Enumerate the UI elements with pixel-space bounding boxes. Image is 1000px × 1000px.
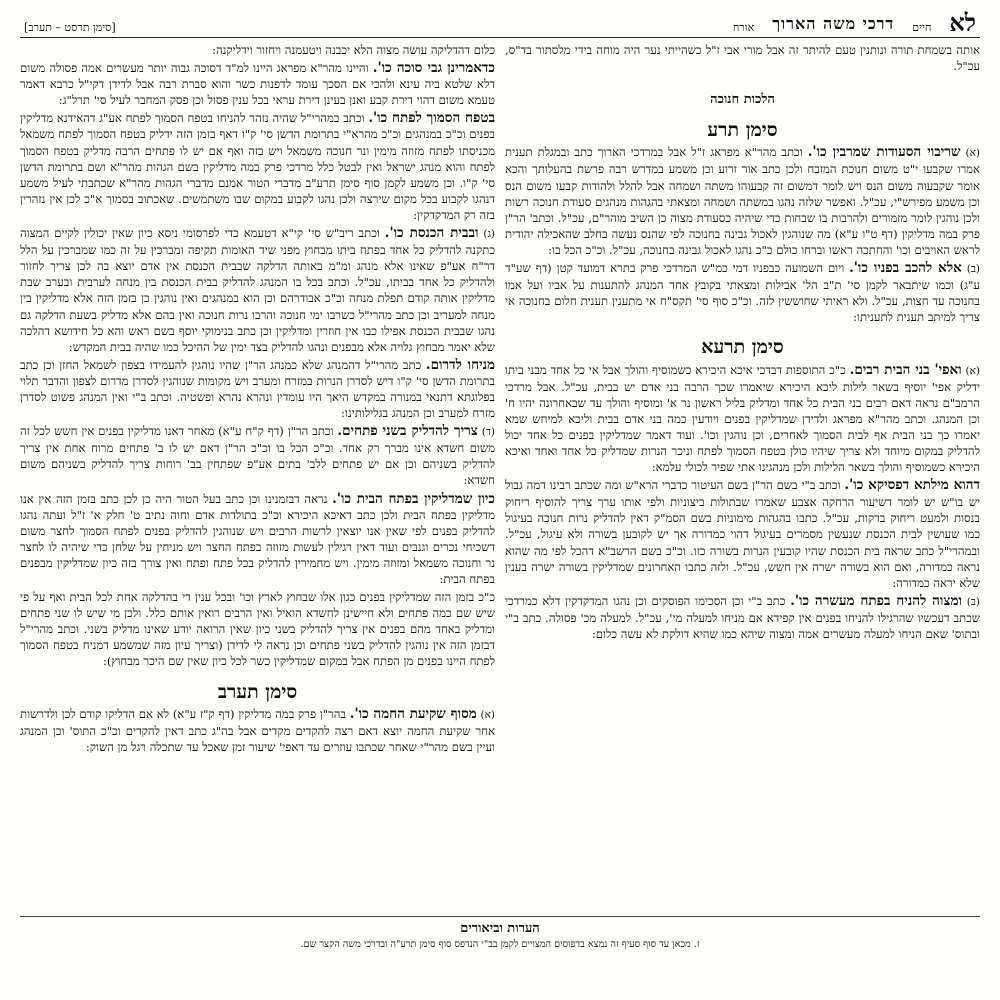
column-gap [495, 42, 505, 908]
paragraph-mark: (א) [965, 364, 980, 377]
paragraph-text: ויום השמועה כבפניו דמי כמ"ש המרדכי פרק בתרא דמועד קטן (דף שע"ד ע"ג) וכמו שיתבאר לקמן סי' ת"ב הל' אבילות ומצאתי בקובץ אחד המנהג להתענות על אביו ועל אמו בחנוכה עד חצות, עכ"ל. ולא ראיתי שחוששין לזה. וכ"כ סוף סי' תקס"ח אי מתענין תענית חלום בחנוכה אי צריך למיתב תענית לתעניתו: [505, 261, 980, 325]
paragraph [20, 491, 495, 588]
paragraph [505, 593, 980, 642]
paragraph-mark: (ב) [966, 263, 980, 276]
lemma: מסוף שקיעת החמה כו'. [349, 705, 477, 722]
footnotes-section [20, 916, 980, 950]
document-page [20, 8, 980, 988]
paragraph-text: כ"כ התוספות דבדכי איכא היכירא כשמוסיף והולך אבל אי כל אחד מבני ביתו ידליק אפי' יוסיף בשאר לילות ליכא היכירא שיאמרו שכך הרבה בני אדם יש בבית, עכ"ל. אבל מרדכי הרמב"ם נראה דאם רבים בני הבית כל אחד ומדליק בליל ראשון נר א' ומוסיף והולך עד שבאחרונה יהיו ח' וכן המנהג. וכתב מהר"א מפראג ולדידן שמדליקין בפנים ויודעין כמה בני אדם בבית וליכא למיחש שמא יאמרו כך בני הבית אף לבית הסמוך לאחרים, וכן נוהגין וכו'. ועוד דאמר שמדליקין בפנים כל אחד יכול להדליק במקום מיוחד ולא צריך שיהיו כולן בטפח הסמוך לפתח וניכר הנרות שמדליק כל אחד ואחד ואיכא היכירא כשמוסיף והולך בשאר הלילות ולכן מנהגינו אתי שפיר לכולי עלמא: [505, 362, 980, 475]
paragraph-text: וכתב הר"ן (דף ק"ח ע"א) מאחר דאנו מדליקין בפנים אין חשש לכל זה משום חשדא אינו מברך רק אחד. וכ"כ הכל בו וכ"כ הר"ן דאם יש לו ב' פתחים מרוח אחת אין צריך להדליק בשניהם וכן אם יש פתחים ללב' בתים אע"פ שפתחין בב' רוחות צריך להדליק בשניהם משום חשדא: [20, 424, 495, 488]
paragraph-text: כ"כ בזמן הזה שמדליקין בפנים כגון אלו שבחוץ לארץ וכו' ובכל ענין די בהדלקה אחת לכל הבית ואף על פי שיש שם כמה פתחים ולא חיישינן לחשדא הואיל ואין הרבים רואין אותם כלל. ולכן מי שיש לו שני פתחים ומדליק באחד מהם בפנים אין צריך להדליק בשני כיון שאין הרואה יודע שאינו מדליק בשני. וכתב מהרי"ל דבזמן הזה אין נוהגין להדליק בשני פתחים וכן נראה לי לדידן (וצריך עיון מזה שמשמע דמניח בטפח הסמוך לפתח היינו בפנים מן הפתח אבל במקום שמדליקין כשר לכל כיון שאין שם היכר מבחוץ): [20, 590, 495, 669]
header-label-orach: אורח [732, 21, 755, 34]
lemma: מניחו לדרום. [425, 356, 495, 373]
paragraph-mark: (א) [480, 708, 495, 721]
paragraph [20, 60, 495, 108]
footnote-text: ז. מכאן עד סוף סעיף זה נמצא בדפוסים המצויים לקמן בב"י הנדפס סוף סימן תרע"ה ובדרכי משה הקצר שם. [300, 939, 700, 950]
paragraph-text: וכתב ריב"ש סי' קי"א דטעמא כדי לפרסומי ניסא כיון שאין יכולין לקיים המצוה כתקנה להדליק כל אחד בפתח ביתו מבחוץ מפני שיד האומות תקיפה ומברכין על זה כמו שמברכין על הלל דר"ח אע"פ שאינו אלא מנהג ומ"מ באותה הדלקה שבבית הכנסת אין אדם יוצא בה לכן צריך לחזור ולהדליק כל אחד בביתו, עכ"ל. וכתב בכל בו המנהג להדליק בבית הכנסת בין מנחה לערבית ובערב שבת מדליקין אותה קודם תפלת מנחה וכ"כ אבודרהם וכן הוא במנהגים ואין נוהגין כן בזמן הזה אלא מדליקין בין מנחה למעריב וכן כתב מהרי"ל כשרבו ימי חנוכה והרבו נרות חנוכה ואין בהם אלא מדליק בשעת הדלקה גם נהגו שבבית הכנסת אפילו כבו אין חוזרין ומדליקין וכן כתב בנימוקי יוסף בשם ראש והא כל חידושא דהלכה שלא יאמר מבחוץ גלויה אלא מבפנים ונהגו להדליק בצד ימין של ההיכל כמו שהיה בבית המקדש: [20, 226, 495, 354]
siman-heading: סימן תערב [217, 680, 298, 703]
lemma: בטפח הסמוך לפתח כו'. [368, 110, 495, 127]
paragraph-text: והיינו מהר"א מפראג היינו למ"ד דסוכה גבוה יותר מעשרים אמה פסולה משום דלא שלטא ביה עינא ולהכי אם הסכך עומד לדפנות כשר והוא סברת רבה אבל לדידן דקי"ל כרבא דאמר טעמא משום דהוי דירת קבע ואנן בעינן דירת עראי בכל ענין פסול וכן פסק המחבר לעיל סי' תרל"ג: [20, 61, 495, 108]
paragraph-text: נראה דבזמנינו וכן כתב בעל הטור היה כן לכן כתב בזמן הזה אין אנו מדליקין בפתח הבית ולכן כתב דאיכא היכירא וכ"כ בתולדות אדם וחוה נתיב ט' חלק א' ז"ל ועתה נהגו להדליק בפנים לפי שאין אנו יוצאין לרשות הרבים ויש שנוהגין להדליק בפנים לפתח הסמוך לחצר משום דשכיחי נכרים וגנבים ועוד דאין רגילין לעשות מזוזה בפתח החצר ויש מניחין על שלחן כדי שיהיה לו לחצר נר וחנוכה משמאל ומזוזה מימין. ויש מחמירין להדליק בכל פתח ופתח ואין צורך בזה כיון שמדליקין מבפנים בפתח הבית: [20, 491, 495, 586]
paragraph-mark: (ד) [481, 426, 495, 439]
lemma: ומצוה להניח בפתח מעשרה כו'. [790, 592, 962, 609]
paragraph-text: כתב מהרי"ל דהמנהג שלא כמנהג הר"ן שהיו נוהגין להעמידו בצפון לשמאל החזן וכן כתב בתרומת הדשן סי' ק"ו דיש לסדרן הנרות במזרח ומערב ויש מקומות שנוהגין לסדרן מדרום לצפון והדבר תלוי בפלוגתא דתנאי במנורה במקדש היאך היו עומדין ונהרא נהרא ופשטיה. וכתב ב"י ואין המנהג פשוט לסדרן מזרח למערב וכן המנהג בגלילותינו: [20, 357, 495, 421]
header-book-title: דרכי משה הארוך [772, 14, 895, 33]
paragraph-mark: (ב) [966, 595, 980, 608]
paragraph-text: כתב ב"י וכן הסכימו הפוסקים וכן נהגו המדקדקין דלא כמרדכי שכתב דעכשיו שהרגילו להניחו בפנים אין קפידא אם מניחו למעלה מי', עכ"ל. למעלה מכ' פסולה. כתב ב"י ובתוס' שאם הניחו למעלה מעשרים אמה ומצוה שיהא כמו שהיא דולקת לא עשה כלום: [505, 593, 980, 641]
paragraph [505, 362, 980, 476]
paragraph [20, 589, 495, 669]
lemma: ואפי' בני הבית רבים. [849, 361, 962, 378]
lemma: שריבוי הסעודות שמרבין כו'. [807, 144, 961, 161]
paragraph-text: בהר"ן פרק במה מדליקין (דף ק"ז ע"א) לא אם הדליקו קודם לכן ולדרשות אחר שקיעת החמה יוצא דאם רצה להקדים מקדים אבל בה"ג כתב דאין להקדים וכ"כ התוס' וכן המנהג ועיין בשם מהר"י שאחר שכתבו עוזרים עד דאפי' שיעור זמן שאכל עד שתכלה רגל מן השוק: [20, 706, 495, 754]
paragraph [20, 110, 495, 223]
paragraph-mark: (א) [965, 147, 980, 160]
lemma: דהוא מילתא דפסיקא כו'. [844, 477, 980, 494]
right-column [505, 42, 980, 908]
header-right-group [732, 8, 976, 37]
paragraph [505, 477, 980, 591]
page-header [20, 8, 980, 38]
page-number: לא [949, 8, 976, 37]
lemma: כיון שמדליקין בפתח הבית כו'. [332, 490, 495, 507]
intro-text: כלום דהדליקה עושה מצוה הלא יכבנה ויטעמנה ויחזור וידליקנה: [212, 43, 495, 57]
section-title: הלכות חנוכה [710, 92, 775, 108]
paragraph-text: וכתב ב"י בשם הר"ן בשם העיטור כדברי הרא"ש ומה שכתב רבינו דמה גבול יש בו"ש יש לומר דשיעור הרחקה אצבע שאמרו שבתולות ביצוניות ולפי אותו ערך צריך להוסיף ריחוק בנסות ולמעט ריחוק בדקות, עכ"ל. כתבו בהגהות מימוניות בשם הסמ"ק דאין להדליק נרות חנוכה בעיגול כמו שעושין לבית הכנסת שנעשין מסמרים בעיגול דהוי כמדורה אך יש לקובען בשורה ולא עיגול, עכ"ל. ובמהרי"ל כתב שראה בית הכנסת שהיו קובעין הנרות בשורה כזו. וכ"כ בשם הרשב"א דהכל לפי מה שהוא נראה כמדורה, ואם הוא בשורה ישרה אין חשש, עכ"ל. ולזה כתבו האחרונים שמדליקין בשורה ישרה בענין שלא יראה כמדורה: [505, 478, 980, 590]
siman-heading: סימן תרע [707, 119, 778, 142]
paragraph-text: וכתב במהרי"ל שהיה נזהר להניחו בטפח הסמוך לפתח אע"ג דהאידנא מדליקין בפנים וכ"כ במנהגים וכ"כ מהרא"י בתרומת הדשן סי' ק"ו דאף בזמן הזה ידליק בטפח הסמוך לפתח משמאל מכניסתו לפתח מזוזה מימין ונר חנוכה משמאל ויש בזה ואף אם יש לו פתחים הרבה מדליק בטפח הסמוך לפתח והוא מנהג ישראל ואין לבטל כלל מרדכי פרק במה מדליקין בשם הגהות מהר"א ושם בתרומת הדשן סי' ק"ו. וכן משמע לקמן סוף סימן תרע"ב מדברי הטור אמנם מדברי הגהות מהר"א שכתבתי לעיל משמע דנהגו לקבוע בכל מקום שירצה ולכן נהגו לקבוע במקום שבו משתמשים. שאכתוב בסמוך א"כ לכן אין נזהרין בזה רק המדקדקין: [20, 111, 495, 222]
lemma: צריך להדליק בשני פתחים. [337, 423, 478, 440]
left-column [20, 42, 495, 908]
paragraph [505, 260, 980, 325]
lemma: כדאמרינן גבי סוכה כו'. [372, 60, 495, 77]
siman-heading: סימן תרעא [701, 336, 784, 359]
lemma: אלא להכב בפניו כו'. [849, 260, 962, 277]
header-siman-range: [סימן תרסט – תערב] [24, 21, 116, 34]
paragraph-text: וכתב מהר"א מפראג ז"ל אבל במרדכי הארוך כתב ובמגלת תענית אמרו שקבעו י"ט משום חנוכת המזבח ולכן כתב אור זרוע וכן משמע במדרש רבה פרשת בהעלותך והכא אומר שקבעוה משום הנס ויש לומר דמשום זה קבעוהו משתה ושמחה אבל להלל ולהודות קבעו משום הנס וכן משמע מפירש"י, עכ"ל. ואפשר שלזה נהגו במשתה ושמחה ומצאתי בהגהות מנהגים סעודת חנוכה רשות ולכן נוהגין לומר מזמורים ולהרבות בו שבחות כדי שיהיה כסעודת מצוה כן השיב מוהר"ם, עכ"ל. וכתב' הר"ן פרק במה מדליקין (דף ט"ו ע"א) מה שנוהגין לאכול גבינה בחנוכה לפי שהנס נעשה בחלב שהאכילה יהודית לראש האויבים וכו' והחתכה ראשו וברחו כולם כ"כ נהגו לאכול גבינה בחנוכה, עכ"ל. וכ"כ הכל בו: [505, 145, 980, 257]
header-label-chaim: חיים [912, 21, 932, 34]
paragraph [20, 357, 495, 421]
intro-text: אותה בשמחת תורה ונותנין טעם להיתר זה אבל מורי אבי ז"ל כשהייתי נער היה מוחה בידי מלסתור בד"ס, עכ"ל. [505, 43, 980, 74]
paragraph [20, 225, 495, 355]
footnotes-title: הערות וביאורים [460, 921, 540, 936]
lemma: ובבית הכנסת כו'. [384, 225, 479, 242]
paragraph [20, 423, 495, 488]
paragraph [505, 144, 980, 258]
text-columns [20, 42, 980, 908]
paragraph [20, 706, 495, 755]
paragraph-mark: (ג) [483, 228, 495, 241]
